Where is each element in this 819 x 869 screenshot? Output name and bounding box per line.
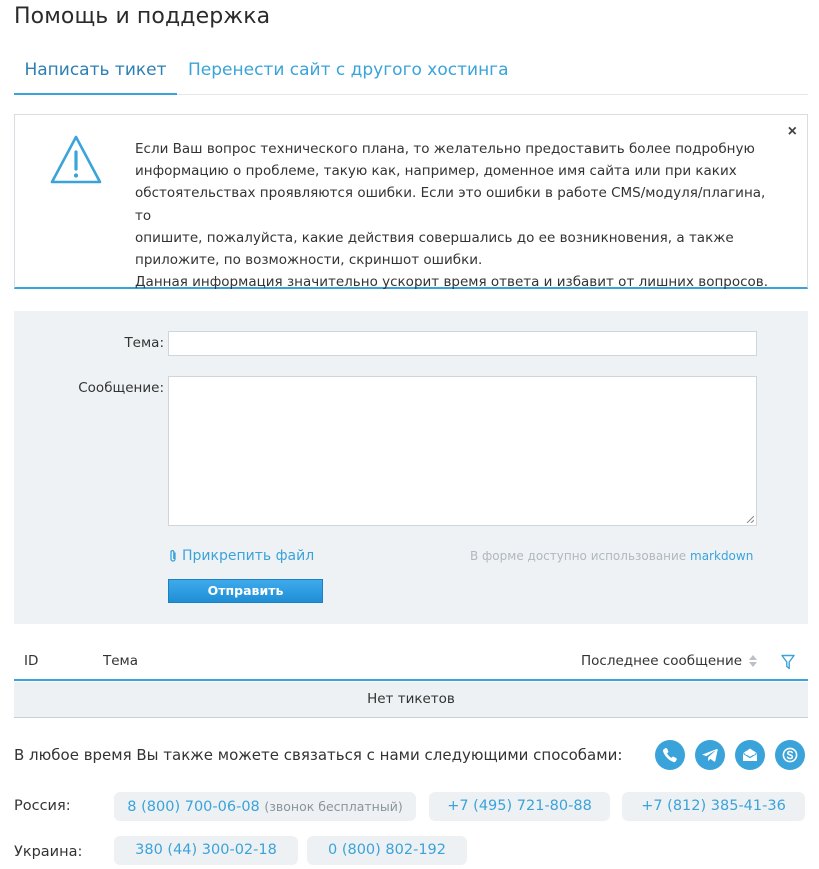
tickets-empty-row: Нет тикетов [14, 682, 808, 718]
phone-number: 8 (800) 700-06-08 [127, 799, 260, 815]
phone-number: +7 (495) 721-80-88 [447, 798, 592, 814]
contact-intro: В любое время Вы также можете связаться с нами следующими способами: [14, 746, 623, 764]
email-icon[interactable] [735, 740, 765, 770]
phone-chip[interactable] [114, 792, 416, 821]
close-icon[interactable]: × [787, 123, 797, 140]
notice-line: Если Ваш вопрос технического плана, то желательно предоставить более подробную [135, 141, 755, 157]
phone-chip[interactable] [307, 836, 467, 865]
info-notice [14, 114, 808, 289]
tab-write-ticket[interactable]: Написать тикет [14, 60, 177, 95]
phone-number: 380 (44) 300-02-18 [135, 842, 277, 858]
notice-line: информацию о проблеме, такую как, например, доменное имя сайта или при каких [135, 163, 737, 180]
attach-file-label: Прикрепить файл [182, 548, 315, 564]
phone-chip[interactable] [622, 792, 805, 821]
page-title: Помощь и поддержка [14, 4, 271, 29]
tab-bar [14, 50, 808, 95]
column-last-message[interactable] [581, 653, 758, 669]
notice-text [135, 138, 775, 293]
message-textarea[interactable] [168, 376, 757, 526]
phone-chip[interactable] [429, 792, 610, 821]
skype-icon[interactable] [775, 740, 805, 770]
country-label-ukraine: Украина: [14, 844, 83, 860]
tickets-table-header [14, 645, 808, 681]
phone-number: +7 (812) 385-41-36 [641, 798, 786, 814]
notice-line: обстоятельствах проявляются ошибки. Если это ошибки в работе CMS/модуля/плагина, то [135, 185, 766, 224]
markdown-note-text: В форме доступно использование [470, 549, 691, 563]
markdown-link[interactable]: markdown [690, 549, 754, 563]
phone-icon[interactable] [655, 740, 685, 770]
resize-grip-icon[interactable] [746, 515, 754, 523]
submit-button[interactable]: Отправить [168, 579, 323, 603]
notice-line: Данная информация значительно ускорит время ответа и избавит от лишних вопросов. [135, 274, 769, 291]
telegram-icon[interactable] [695, 740, 725, 770]
sort-icon [748, 654, 758, 668]
notice-line: опишите, пожалуйста, какие действия совершались до ее возникновения, а также [135, 229, 734, 246]
notice-line: приложите, по возможности, скриншот ошибки. [135, 252, 483, 269]
phone-number: 0 (800) 802-192 [327, 842, 447, 858]
subject-input[interactable] [168, 331, 757, 356]
filter-icon[interactable] [781, 654, 795, 670]
column-subject: Тема [103, 653, 139, 669]
phone-note: (звонок бесплатный) [264, 799, 403, 814]
tab-migrate-site[interactable]: Перенести сайт с другого хостинга [188, 60, 509, 80]
column-last-message-label: Последнее сообщение [581, 653, 743, 669]
country-label-russia: Россия: [14, 798, 71, 814]
column-id: ID [24, 653, 39, 669]
message-label: Сообщение: [78, 380, 164, 396]
phone-chip[interactable] [114, 836, 298, 865]
paperclip-icon [168, 549, 178, 563]
markdown-note [470, 549, 753, 563]
subject-label: Тема: [124, 335, 164, 351]
ticket-form [14, 311, 808, 624]
warning-triangle-icon [49, 133, 103, 187]
attach-file-link[interactable] [168, 548, 314, 564]
